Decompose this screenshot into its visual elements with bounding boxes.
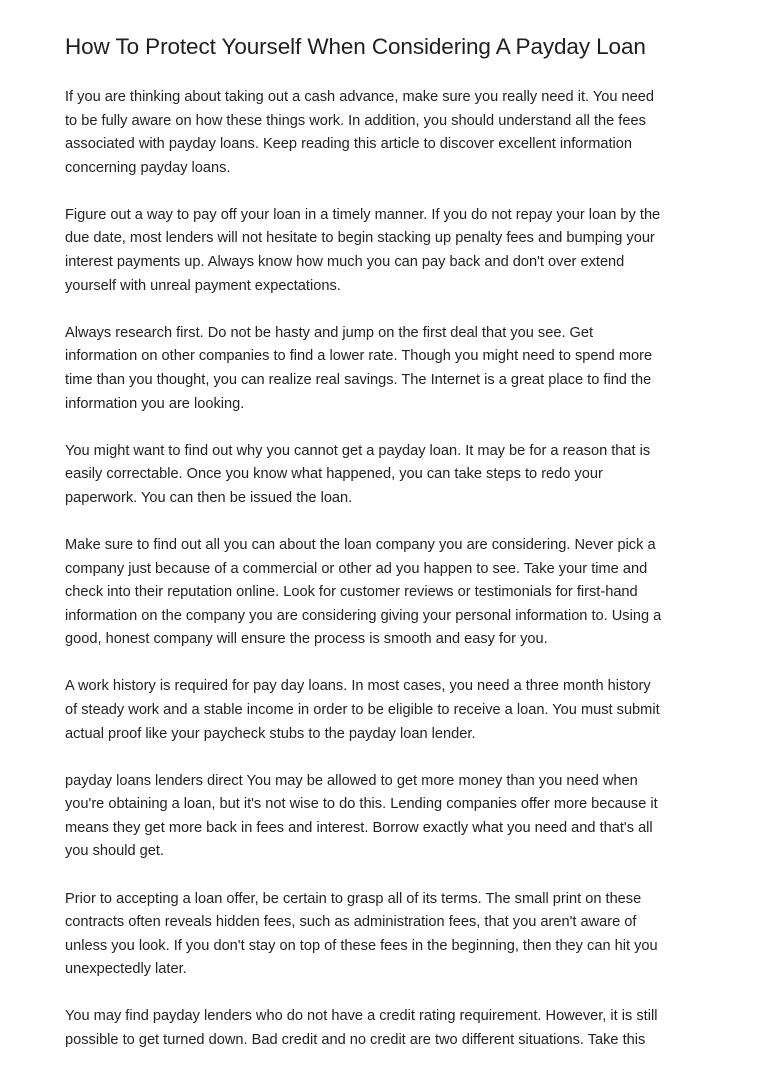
paragraph-line: check into their reputation online. Look for customer reviews or testimonials for first-hand	[65, 584, 638, 601]
paragraph-line: you should get.	[65, 843, 164, 860]
paragraph-line: concerning payday loans.	[65, 159, 231, 176]
paragraph-line: good, honest company will ensure the process is smooth and easy for you.	[65, 631, 548, 648]
paragraph-line: unless you look. If you don't stay on top of these fees in the beginning, then they can hit you	[65, 937, 658, 954]
paragraph-line: If you are thinking about taking out a cash advance, make sure you really need it. You need	[65, 89, 655, 105]
paragraph-line: of steady work and a stable income in order to be eligible to receive a loan. You must submit	[65, 701, 660, 718]
paragraph	[65, 534, 705, 652]
paragraph	[65, 86, 705, 180]
paragraph	[65, 675, 705, 746]
paragraph-line: information you are looking.	[65, 395, 245, 412]
paragraph-line: associated with payday loans. Keep reading this article to discover excellent information	[65, 136, 633, 153]
paragraph	[65, 322, 705, 416]
paragraph-line: easily correctable. Once you know what happened, you can take steps to redo your	[65, 466, 603, 483]
paragraph-line: payday loans lenders direct You may be allowed to get more money than you need when	[65, 772, 638, 789]
paragraph-line: you're obtaining a loan, but it's not wise to do this. Lending companies offer more because it	[65, 796, 658, 813]
paragraph-line: contracts often reveals hidden fees, such as administration fees, that you aren't aware of	[65, 914, 637, 931]
paragraph-line: A work history is required for pay day loans. In most cases, you need a three month history	[65, 678, 651, 695]
paragraph-line: Make sure to find out all you can about the loan company you are considering. Never pick a	[65, 536, 656, 553]
paragraph-line: possible to get turned down. Bad credit and no credit are two different situations. Take this	[65, 1032, 646, 1048]
paragraph-line: Prior to accepting a loan offer, be certain to grasp all of its terms. The small print on these	[65, 890, 642, 907]
paragraph	[65, 204, 705, 298]
paragraph-line: unexpectedly later.	[65, 961, 187, 978]
paragraph-line: yourself with unreal payment expectations.	[65, 277, 341, 294]
paragraph	[65, 1005, 705, 1052]
paragraph-line: You may find payday lenders who do not have a credit rating requirement. However, it is still	[65, 1008, 658, 1025]
paragraph-line: Always research first. Do not be hasty and jump on the first deal that you see. Get	[65, 324, 594, 341]
paragraph-line: actual proof like your paycheck stubs to the payday loan lender.	[65, 725, 476, 742]
paragraph-line: information on the company you are considering giving your personal information to. Using a	[65, 607, 662, 624]
paragraph-line: due date, most lenders will not hesitate to begin stacking up penalty fees and bumping your	[65, 230, 655, 247]
paragraph-line: means they get more back in fees and interest. Borrow exactly what you need and that's all	[65, 819, 653, 836]
paragraph-line: paperwork. You can then be issued the loan.	[65, 489, 353, 506]
paragraph-line: information on other companies to find a lower rate. Though you might need to spend more	[65, 348, 653, 365]
paragraph-line: Figure out a way to pay off your loan in a timely manner. If you do not repay your loan by the	[65, 206, 661, 223]
paragraph-line: You might want to find out why you cannot get a payday loan. It may be for a reason that is	[65, 442, 651, 459]
paragraph	[65, 888, 705, 982]
document-body	[65, 86, 705, 1076]
document-title: How To Protect Yourself When Considering A Payday Loan	[65, 34, 646, 59]
paragraph-line: time than you thought, you can realize real savings. The Internet is a great place to find the	[65, 371, 652, 388]
paragraph-line: to be fully aware on how these things work. In addition, you should understand all the fees	[65, 112, 646, 129]
paragraph	[65, 770, 705, 864]
paragraph	[65, 440, 705, 511]
paragraph-line: company just because of a commercial or other ad you happen to see. Take your time and	[65, 560, 648, 577]
paragraph-line: interest payments up. Always know how much you can pay back and don't over extend	[65, 254, 625, 271]
